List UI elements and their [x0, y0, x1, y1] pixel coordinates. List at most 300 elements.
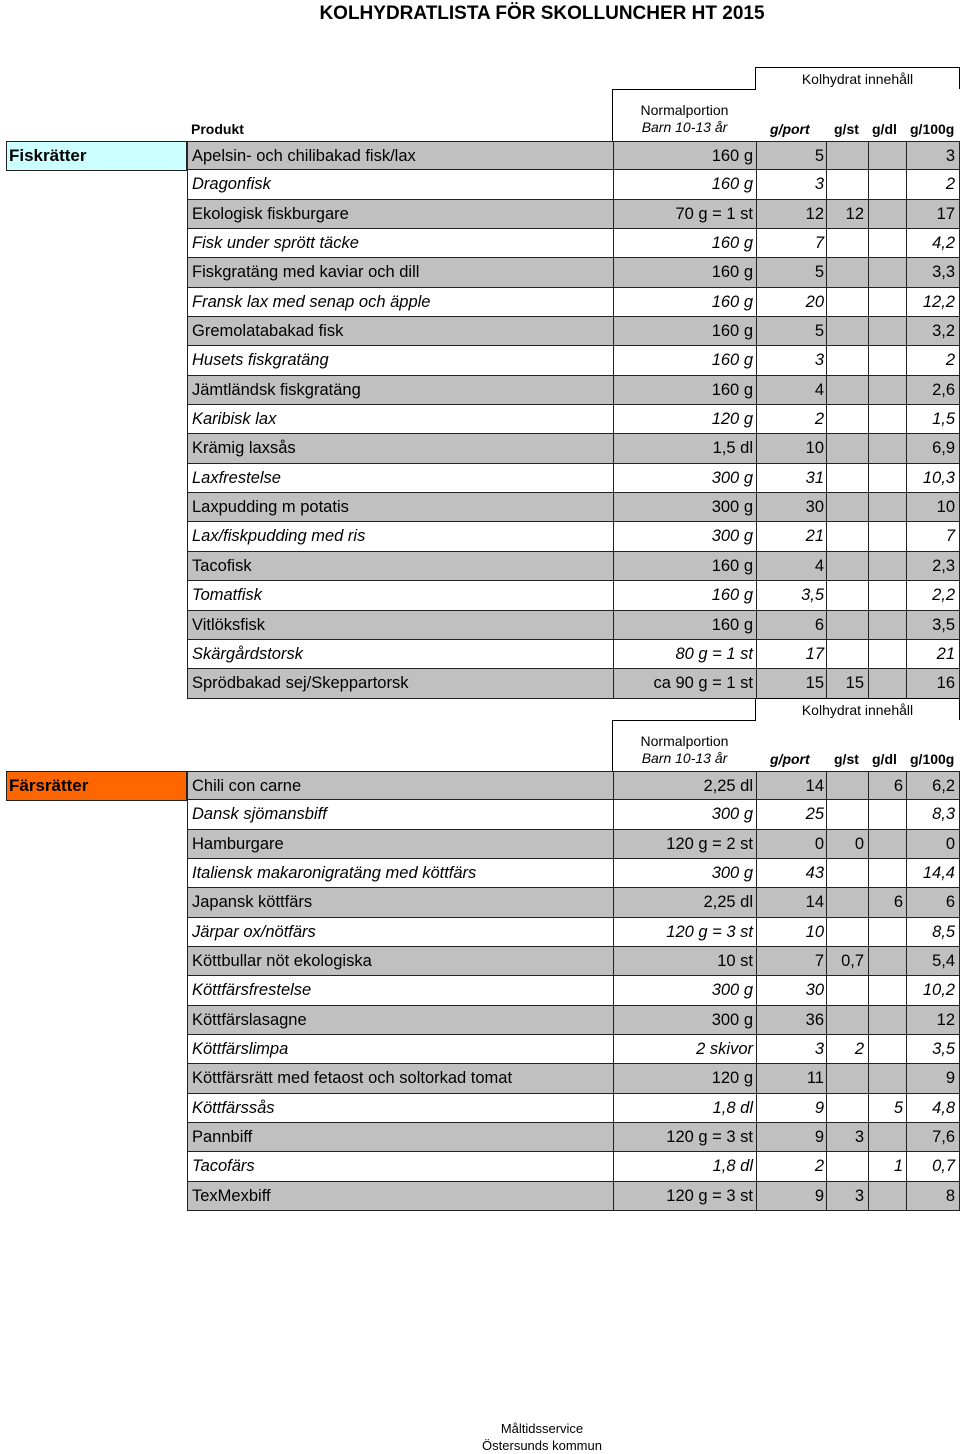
- portion-cell: 300 g: [711, 864, 753, 883]
- portion-cell: 300 g: [711, 468, 753, 487]
- column-divider: [613, 800, 614, 828]
- gport-cell: 4: [814, 556, 824, 575]
- column-divider: [906, 229, 907, 257]
- product-cell: Pannbiff: [192, 1128, 253, 1147]
- column-divider: [756, 581, 757, 609]
- column-divider: [826, 170, 827, 198]
- table-row: [187, 464, 960, 493]
- column-divider: [826, 918, 827, 946]
- kolhydrat-header-2: Kolhydrat innehåll: [755, 698, 960, 720]
- product-cell: Karibisk lax: [192, 410, 277, 429]
- portion-cell: 1,5 dl: [712, 439, 753, 458]
- product-cell: Japansk köttfärs: [192, 893, 313, 912]
- column-divider: [906, 288, 907, 316]
- portion-cell: 160 g: [711, 175, 753, 194]
- column-divider: [826, 640, 827, 668]
- column-divider: [826, 1123, 827, 1151]
- g100-cell: 3,3: [932, 263, 955, 282]
- column-divider: [826, 1094, 827, 1122]
- column-divider: [613, 1182, 614, 1210]
- table-row: [187, 1094, 960, 1123]
- column-divider: [868, 772, 869, 799]
- gport-cell: 6: [814, 615, 824, 634]
- g100-cell: 21: [936, 644, 955, 663]
- g100-cell: 2,3: [932, 556, 955, 575]
- column-divider: [756, 1182, 757, 1210]
- column-divider: [826, 1064, 827, 1092]
- column-divider: [826, 434, 827, 462]
- gport-cell: 9: [814, 1128, 824, 1147]
- gdl-header-2: g/dl: [872, 751, 897, 767]
- column-divider: [756, 1152, 757, 1180]
- column-divider: [906, 346, 907, 374]
- column-divider: [906, 1094, 907, 1122]
- column-divider: [868, 405, 869, 433]
- fars-table: [187, 771, 960, 1211]
- portion-cell: 120 g = 3 st: [666, 1128, 753, 1147]
- column-divider: [756, 170, 757, 198]
- column-divider: [826, 464, 827, 492]
- column-divider: [756, 800, 757, 828]
- product-cell: Fisk under sprött täcke: [192, 234, 359, 253]
- column-divider: [613, 464, 614, 492]
- gdl-cell: 5: [893, 1098, 903, 1117]
- column-divider: [826, 830, 827, 858]
- column-divider: [868, 640, 869, 668]
- g100-cell: 3,2: [932, 322, 955, 341]
- column-divider: [906, 640, 907, 668]
- column-divider: [906, 170, 907, 198]
- column-divider: [826, 288, 827, 316]
- column-divider: [826, 669, 827, 697]
- column-divider: [826, 258, 827, 286]
- product-cell: Fransk lax med senap och äpple: [192, 292, 431, 311]
- gport-cell: 4: [814, 380, 824, 399]
- column-divider: [868, 434, 869, 462]
- column-divider: [613, 1123, 614, 1151]
- column-divider: [868, 552, 869, 580]
- product-cell: Tacofärs: [192, 1157, 255, 1176]
- column-divider: [868, 888, 869, 916]
- g100-cell: 6,9: [932, 439, 955, 458]
- column-divider: [613, 170, 614, 198]
- gst-cell: 0,7: [841, 952, 864, 971]
- product-cell: Gremolatabakad fisk: [192, 322, 344, 341]
- portion-cell: 160 g: [711, 556, 753, 575]
- column-divider: [613, 888, 614, 916]
- g100-cell: 7,6: [932, 1128, 955, 1147]
- column-divider: [868, 581, 869, 609]
- g100-cell: 8,5: [932, 922, 955, 941]
- column-divider: [906, 376, 907, 404]
- column-divider: [906, 859, 907, 887]
- column-divider: [906, 1123, 907, 1151]
- column-divider: [906, 772, 907, 799]
- table-row: [187, 229, 960, 258]
- table-row: [187, 405, 960, 434]
- column-divider: [826, 1006, 827, 1034]
- column-divider: [756, 522, 757, 550]
- column-divider: [756, 1035, 757, 1063]
- product-cell: Tacofisk: [192, 556, 252, 575]
- gport-cell: 14: [805, 893, 824, 912]
- portion-cell: 120 g = 3 st: [666, 1186, 753, 1205]
- gport-cell: 5: [814, 322, 824, 341]
- column-divider: [613, 1094, 614, 1122]
- portion-cell: 2,25 dl: [703, 777, 753, 795]
- column-divider: [906, 552, 907, 580]
- column-divider: [613, 581, 614, 609]
- column-divider: [756, 434, 757, 462]
- column-divider: [868, 288, 869, 316]
- column-divider: [826, 229, 827, 257]
- column-divider: [613, 288, 614, 316]
- column-divider: [868, 229, 869, 257]
- gport-cell: 31: [805, 468, 824, 487]
- column-divider: [613, 976, 614, 1004]
- table-row: [187, 918, 960, 947]
- table-row: [187, 800, 960, 829]
- kolhydrat-header: Kolhydrat innehåll: [755, 67, 960, 89]
- table-row: [187, 317, 960, 346]
- g100-cell: 3: [945, 147, 955, 165]
- gport-cell: 3: [814, 1040, 824, 1059]
- g100-cell: 3,5: [932, 1040, 955, 1059]
- column-divider: [906, 611, 907, 639]
- column-divider: [826, 552, 827, 580]
- g100-cell: 12,2: [922, 292, 955, 311]
- portion-cell: 120 g = 3 st: [666, 922, 753, 941]
- g100-cell: 10: [936, 498, 955, 517]
- table-row: [187, 1152, 960, 1181]
- gport-cell: 9: [814, 1098, 824, 1117]
- gdl-cell: 6: [893, 777, 903, 795]
- gst-cell: 3: [854, 1186, 864, 1205]
- portion-cell: 300 g: [711, 1010, 753, 1029]
- product-cell: Köttbullar nöt ekologiska: [192, 952, 372, 971]
- product-cell: Jämtländsk fiskgratäng: [192, 380, 361, 399]
- table-row: [187, 771, 960, 800]
- g100-cell: 9: [945, 1069, 955, 1088]
- table-row: [187, 611, 960, 640]
- table-row: [187, 1006, 960, 1035]
- column-divider: [613, 405, 614, 433]
- category-farsratter: Färsrätter: [6, 771, 187, 801]
- footer: [0, 1420, 960, 1454]
- product-cell: Fiskgratäng med kaviar och dill: [192, 263, 420, 282]
- column-divider: [826, 142, 827, 169]
- column-divider: [756, 288, 757, 316]
- column-divider: [756, 200, 757, 228]
- g100-cell: 10,3: [922, 468, 955, 487]
- column-divider: [826, 1182, 827, 1210]
- product-cell: Tomatfisk: [192, 586, 262, 605]
- column-divider: [868, 1006, 869, 1034]
- column-divider: [613, 434, 614, 462]
- column-divider: [613, 200, 614, 228]
- column-divider: [906, 142, 907, 169]
- portion-cell: 300 g: [711, 527, 753, 546]
- g100-cell: 2: [945, 175, 955, 194]
- column-divider: [906, 830, 907, 858]
- gport-cell: 10: [805, 922, 824, 941]
- g100-cell: 2: [945, 351, 955, 370]
- g100-cell: 17: [936, 204, 955, 223]
- column-divider: [613, 669, 614, 697]
- column-divider: [906, 1035, 907, 1063]
- table-row: [187, 346, 960, 375]
- column-divider: [756, 640, 757, 668]
- column-divider: [868, 346, 869, 374]
- portion-cell: 2 skivor: [696, 1040, 753, 1059]
- column-divider: [613, 859, 614, 887]
- product-cell: Chili con carne: [192, 777, 302, 795]
- column-divider: [826, 493, 827, 521]
- table-row: [187, 640, 960, 669]
- product-cell: Dansk sjömansbiff: [192, 805, 327, 824]
- column-divider: [826, 859, 827, 887]
- column-divider: [613, 142, 614, 169]
- gst-cell: 15: [845, 674, 864, 693]
- g100-cell: 5,4: [932, 952, 955, 971]
- gport-cell: 7: [814, 234, 824, 253]
- portion-cell: 10 st: [717, 952, 753, 971]
- gport-cell: 2: [814, 410, 824, 429]
- column-divider: [756, 405, 757, 433]
- table-row: [187, 669, 960, 698]
- column-divider: [826, 346, 827, 374]
- gport-cell: 14: [805, 777, 824, 795]
- gport-cell: 20: [805, 292, 824, 311]
- column-divider: [906, 1152, 907, 1180]
- gport-cell: 43: [805, 864, 824, 883]
- column-divider: [613, 947, 614, 975]
- column-divider: [906, 200, 907, 228]
- column-divider: [613, 611, 614, 639]
- column-divider: [613, 317, 614, 345]
- product-cell: Sprödbakad sej/Skeppartorsk: [192, 674, 409, 693]
- column-divider: [868, 1094, 869, 1122]
- gport-cell: 17: [805, 644, 824, 663]
- column-divider: [756, 464, 757, 492]
- page-title: KOLHYDRATLISTA FÖR SKOLLUNCHER HT 2015: [319, 3, 765, 24]
- product-cell: Vitlöksfisk: [192, 615, 266, 634]
- gdl-header: g/dl: [872, 121, 897, 137]
- product-cell: Laxpudding m potatis: [192, 498, 349, 517]
- column-divider: [906, 1182, 907, 1210]
- gdl-cell: 6: [893, 893, 903, 912]
- portion-cell: 120 g: [711, 410, 753, 429]
- table-row: [187, 141, 960, 170]
- product-cell: Ekologisk fiskburgare: [192, 204, 349, 223]
- column-divider: [906, 464, 907, 492]
- portion-cell: 160 g: [711, 263, 753, 282]
- portion-cell: 70 g = 1 st: [675, 204, 753, 223]
- product-cell: Husets fiskgratäng: [192, 351, 329, 370]
- footer-line1: Måltidsservice: [500, 1421, 584, 1436]
- column-divider: [756, 346, 757, 374]
- g100-header: g/100g: [910, 121, 955, 137]
- gport-header: g/port: [770, 121, 810, 137]
- column-divider: [756, 888, 757, 916]
- column-divider: [868, 376, 869, 404]
- column-divider: [906, 405, 907, 433]
- column-divider: [756, 1064, 757, 1092]
- normalportion-label-2: Normalportion: [640, 733, 729, 749]
- g100-cell: 16: [936, 674, 955, 693]
- column-divider: [613, 493, 614, 521]
- column-divider: [826, 317, 827, 345]
- g100-cell: 2,2: [932, 586, 955, 605]
- table-row: [187, 493, 960, 522]
- normalportion-header-2: [612, 720, 756, 771]
- portion-cell: 160 g: [711, 380, 753, 399]
- column-divider: [756, 1006, 757, 1034]
- column-divider: [613, 1035, 614, 1063]
- table-row: [187, 434, 960, 463]
- portion-cell: 1,8 dl: [712, 1098, 753, 1117]
- g100-cell: 0,7: [932, 1157, 955, 1176]
- column-divider: [906, 1064, 907, 1092]
- gport-cell: 5: [814, 263, 824, 282]
- table-row: [187, 258, 960, 287]
- table-row: [187, 1035, 960, 1064]
- column-divider: [826, 581, 827, 609]
- table-row: [187, 888, 960, 917]
- g100-cell: 12: [936, 1010, 955, 1029]
- column-divider: [613, 258, 614, 286]
- gport-header-2: g/port: [770, 751, 810, 767]
- gport-cell: 30: [805, 498, 824, 517]
- column-divider: [826, 376, 827, 404]
- gst-header: g/st: [834, 121, 859, 137]
- portion-cell: 300 g: [711, 981, 753, 1000]
- column-divider: [613, 1064, 614, 1092]
- column-divider: [826, 405, 827, 433]
- product-cell: Köttfärslasagne: [192, 1010, 307, 1029]
- column-divider: [756, 1094, 757, 1122]
- portion-cell: 1,8 dl: [712, 1157, 753, 1176]
- column-divider: [756, 918, 757, 946]
- gport-cell: 3: [814, 351, 824, 370]
- column-divider: [756, 947, 757, 975]
- table-row: [187, 581, 960, 610]
- column-divider: [613, 346, 614, 374]
- column-divider: [756, 552, 757, 580]
- gport-cell: 12: [805, 204, 824, 223]
- column-divider: [826, 772, 827, 799]
- column-divider: [906, 258, 907, 286]
- portion-cell: 160 g: [711, 292, 753, 311]
- column-divider: [868, 800, 869, 828]
- product-cell: Köttfärsrätt med fetaost och soltorkad tomat: [192, 1069, 513, 1088]
- produkt-header: Produkt: [191, 121, 244, 137]
- gport-cell: 15: [805, 674, 824, 693]
- portion-cell: 120 g = 2 st: [666, 834, 753, 853]
- column-divider: [868, 1182, 869, 1210]
- column-divider: [868, 976, 869, 1004]
- g100-cell: 0: [945, 834, 955, 853]
- table-row: [187, 1064, 960, 1093]
- column-divider: [613, 522, 614, 550]
- gst-header-2: g/st: [834, 751, 859, 767]
- gport-cell: 10: [805, 439, 824, 458]
- table-row: [187, 170, 960, 199]
- column-divider: [868, 317, 869, 345]
- gport-cell: 9: [814, 1186, 824, 1205]
- column-divider: [756, 493, 757, 521]
- portion-cell: 160 g: [711, 147, 753, 165]
- column-divider: [756, 317, 757, 345]
- column-divider: [906, 1006, 907, 1034]
- column-divider: [868, 200, 869, 228]
- column-divider: [826, 611, 827, 639]
- column-divider: [906, 669, 907, 697]
- column-divider: [868, 493, 869, 521]
- portion-cell: ca 90 g = 1 st: [653, 674, 753, 693]
- column-divider: [906, 918, 907, 946]
- column-divider: [826, 800, 827, 828]
- column-divider: [868, 947, 869, 975]
- column-divider: [613, 552, 614, 580]
- column-divider: [906, 581, 907, 609]
- table-row: [187, 288, 960, 317]
- table-row: [187, 1182, 960, 1211]
- column-divider: [868, 170, 869, 198]
- column-divider: [756, 830, 757, 858]
- column-divider: [906, 317, 907, 345]
- age-label: Barn 10-13 år: [641, 119, 728, 135]
- gport-cell: 36: [805, 1010, 824, 1029]
- normalportion-label: Normalportion: [640, 102, 729, 118]
- column-divider: [868, 142, 869, 169]
- gport-cell: 7: [814, 952, 824, 971]
- g100-cell: 14,4: [922, 864, 955, 883]
- portion-cell: 160 g: [711, 351, 753, 370]
- g100-cell: 2,6: [932, 380, 955, 399]
- portion-cell: 300 g: [711, 498, 753, 517]
- column-divider: [613, 376, 614, 404]
- column-divider: [756, 859, 757, 887]
- column-divider: [756, 258, 757, 286]
- column-divider: [613, 918, 614, 946]
- product-cell: Italiensk makaronigratäng med köttfärs: [192, 864, 477, 883]
- column-divider: [868, 1064, 869, 1092]
- gport-cell: 11: [806, 1069, 824, 1088]
- column-divider: [826, 888, 827, 916]
- product-cell: Dragonfisk: [192, 175, 271, 194]
- age-label-2: Barn 10-13 år: [641, 750, 728, 766]
- g100-cell: 10,2: [922, 981, 955, 1000]
- g100-cell: 4,2: [932, 234, 955, 253]
- category-fiskratter: Fiskrätter: [6, 141, 187, 171]
- gport-cell: 0: [814, 834, 824, 853]
- g100-cell: 8: [945, 1186, 955, 1205]
- column-divider: [906, 800, 907, 828]
- gport-cell: 21: [805, 527, 824, 546]
- column-divider: [868, 611, 869, 639]
- column-divider: [756, 1123, 757, 1151]
- portion-cell: 160 g: [711, 234, 753, 253]
- column-divider: [868, 1123, 869, 1151]
- gst-cell: 0: [854, 834, 864, 853]
- portion-cell: 160 g: [711, 322, 753, 341]
- column-divider: [826, 1035, 827, 1063]
- portion-cell: 80 g = 1 st: [675, 644, 753, 663]
- product-cell: Laxfrestelse: [192, 468, 281, 487]
- table-row: [187, 1123, 960, 1152]
- table-row: [187, 947, 960, 976]
